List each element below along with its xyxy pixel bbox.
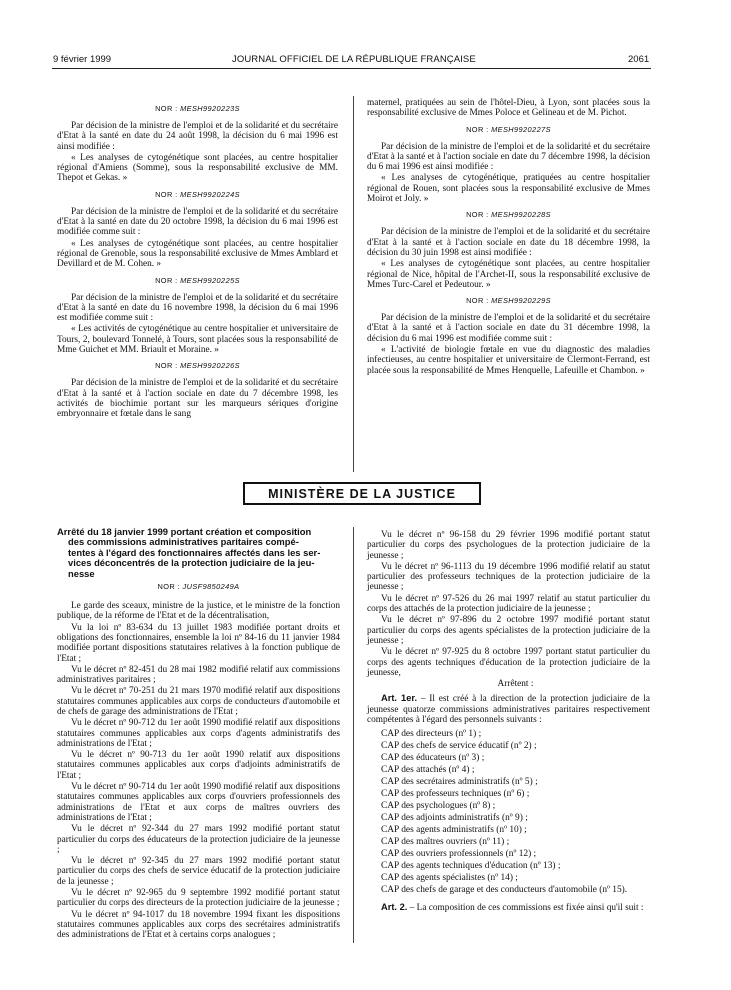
cap-item: CAP des adjoints administratifs (nº 9) ; xyxy=(381,813,528,824)
decision-paragraph: Par décision de la ministre de l'emploi et de la solidarité et du secrétaire d'Etat à la santé et à l'action sociale en date du 7 décembre 1998, la décision du 6 mai 1996 est ainsi modifiée : xyxy=(367,141,650,173)
visa-paragraph: Vu le décret nº 97-896 du 2 octobre 1997 modifié portant statut particulier du corps des agents spécialistes de la protection judiciaire de la jeunesse ; xyxy=(367,615,650,646)
decision-quote: « Les analyses de cytogénétique, pratiquées au centre hospitalier régional de Rouen, sont placées sous la responsabilité exclusive de Mmes Moirot et Joly. » xyxy=(367,173,650,205)
nor-label: NOR : xyxy=(155,361,178,371)
decision-quote: « L'activité de biologie fœtale en vue du diagnostic des maladies infectieuses, au centre hospitalier et universitaire de Clermont-Ferrand, est placée sous la responsabilité de Mmes Henquelle, Lafeuille et Chambon. » xyxy=(367,345,650,376)
cap-item: CAP des agents spécialistes (nº 14) ; xyxy=(381,873,518,884)
left-column-bottom xyxy=(57,527,340,942)
decision-quote: « Les analyses de cytogénétique sont placées, au centre hospitalier régional d'Amiens (Somme), sous la responsabilité exclusive de MM. Thepot et Gekas. » xyxy=(57,152,338,184)
nor-code: MESH9920223S xyxy=(180,104,240,113)
arrete-title-line: Arrêté du 18 janvier 1999 portant création et composition xyxy=(57,526,312,537)
visa-paragraph: Vu le décret nº 70-251 du 21 mars 1970 modifié relatif aux dispositions statutaires communes applicables aux corps de conducteurs d'automobile et de chefs de garage des administrations de l'Etat ; xyxy=(57,686,340,717)
arrete-title-line: tentes à l'égard des fonctionnaires affectés dans les ser- xyxy=(68,546,321,558)
header-journal-title: JOURNAL OFFICIEL DE LA RÉPUBLIQUE FRANÇAISE xyxy=(232,54,476,65)
decision-quote: « Les activités de cytogénétique au centre hospitalier et universitaire de Tours, 2, boulevard Tonnelé, à Tours, sont placées sous la responsabilité de Mme Guichet et MM. Briault et Moraine. » xyxy=(57,324,338,356)
visa-paragraph: Vu le décret nº 90-713 du 1er août 1990 relatif aux dispositions statutaires communes applicables aux corps d'adjoints administratifs de l'Etat ; xyxy=(57,750,340,781)
decision-paragraph: Par décision de la ministre de l'emploi et de la solidarité et du secrétaire d'Etat à la santé et à l'action sociale en date du 31 décembre 1998, la décision du 6 mai 1996 est modifiée comme suit : xyxy=(367,313,650,344)
visa-paragraph: Vu le décret nº 94-1017 du 18 novembre 1994 fixant les dispositions statutaires communes applicables aux corps des secrétaires administratifs des administrations de l'Etat et à certains corps analogues ; xyxy=(57,909,340,941)
cap-item: CAP des directeurs (nº 1) ; xyxy=(381,729,482,740)
article-1 xyxy=(367,693,650,725)
decision-paragraph: Par décision de la ministre de l'emploi et de la solidarité et du secrétaire d'Etat à la santé en date du 20 octobre 1998, la décision du 6 mai 1996 est modifiée comme suit : xyxy=(57,206,338,238)
header-rule xyxy=(52,68,651,69)
decision-quote: « Les analyses de cytogénétique sont placées, au centre hospitalier régional de Grenoble, sous la responsabilité exclusive de Mmes Amblard et Devillard et de M. Cohen. » xyxy=(57,238,338,270)
left-column-top xyxy=(57,98,338,424)
nor-line xyxy=(57,582,340,592)
cap-item: CAP des chefs de service éducatif (nº 2) ; xyxy=(381,741,537,752)
nor-code: JUSF9850249A xyxy=(182,582,240,592)
visa-paragraph: Vu le décret nº 97-925 du 8 octobre 1997 portant statut particulier du corps des agents techniques d'éducation de la protection judiciaire de la jeunesse, xyxy=(367,647,650,678)
decision-paragraph: Par décision de la ministre de l'emploi et de la solidarité et du secrétaire d'Etat à la santé en date du 24 août 1998, la décision du 6 mai 1996 est ainsi modifiée : xyxy=(57,121,338,152)
visa-paragraph: Vu le décret nº 90-712 du 1er août 1990 modifié relatif aux dispositions statutaires communes applicables aux corps d'agents administratifs des administrations de l'Etat ; xyxy=(57,718,340,749)
decision-paragraph: Par décision de la ministre de l'emploi et de la solidarité et du secrétaire d'Etat à la santé et à l'action sociale en date du 7 décembre 1998, les activités de biochimie portant sur les marqueurs sériques d'origine embryonnaire et fœtale dans le sang xyxy=(57,378,338,420)
nor-label: NOR : xyxy=(466,210,489,220)
cap-item: CAP des chefs de garage et des conducteurs d'automobile (nº 15). xyxy=(381,885,628,896)
cap-list xyxy=(381,728,650,896)
right-column-top xyxy=(367,98,650,380)
nor-label: NOR : xyxy=(155,104,178,113)
cap-item: CAP des psychologues (nº 8) ; xyxy=(381,801,496,812)
right-column-bottom xyxy=(367,530,650,915)
arretent-label: Arrêtent : xyxy=(497,679,534,690)
arrete-title-line: vices déconcentrés de la protection judiciaire de la jeu- xyxy=(68,557,315,569)
visa-paragraph: Vu le décret nº 92-345 du 27 mars 1992 modifié portant statut particulier du corps des chefs de service éducatif de la protection judiciaire de la jeunesse ; xyxy=(57,856,340,887)
cap-item: CAP des professeurs techniques (nº 6) ; xyxy=(381,789,530,800)
nor-code: MESH9920224S xyxy=(180,189,240,199)
nor-code: MESH9920225S xyxy=(180,275,240,285)
article-2-lead: Art. 2. xyxy=(381,902,408,913)
nor-label: NOR : xyxy=(466,124,489,134)
ministry-heading-box xyxy=(243,482,481,505)
arrete-title-line: nesse xyxy=(68,567,95,579)
cap-item: CAP des maîtres ouvriers (nº 11) ; xyxy=(381,837,510,848)
nor-code: MESH9920226S xyxy=(180,361,240,371)
nor-label: NOR : xyxy=(155,275,178,285)
arrete-title xyxy=(57,527,340,579)
visa-paragraph: Vu le décret nº 97-526 du 26 mai 1997 relatif au statut particulier du corps des attachés de la protection judiciaire de la jeunesse ; xyxy=(367,593,650,615)
nor-line xyxy=(367,210,650,220)
visa-paragraph: Vu le décret nº 92-965 du 9 septembre 1992 modifié portant statut particulier du corps des directeurs de la protection judiciaire de la jeunesse ; xyxy=(57,888,340,909)
nor-code: MESH9920229S xyxy=(491,296,551,306)
cap-item: CAP des secrétaires administratifs (nº 5) ; xyxy=(381,777,538,788)
nor-label: NOR : xyxy=(155,189,178,199)
decision-paragraph: Par décision de la ministre de l'emploi et de la solidarité et du secrétaire d'Etat à la santé et à l'action sociale en date du 18 décembre 1998, la décision du 30 juin 1998 est ainsi modifiée : xyxy=(367,227,650,258)
visa-paragraph: Vu la loi nº 83-634 du 13 juillet 1983 modifiée portant droits et obligations des fonctionnaires, ensemble la loi nº 84-16 du 11 janvier 1984 modifiée portant dispositions statutaires relatives à la fonction publique de l'Etat ; xyxy=(57,622,340,664)
article-1-text: – Il est créé à la direction de la protection judiciaire de la jeunesse quatorze commissions administratives paritaires respectivement compétentes à l'égard des personnels suivants : xyxy=(367,694,650,726)
nor-code: MESH9920228S xyxy=(491,210,551,220)
nor-code: MESH9920227S xyxy=(491,124,551,134)
nor-line xyxy=(57,190,338,200)
cap-item: CAP des agents administratifs (nº 10) ; xyxy=(381,825,527,836)
header-date: 9 février 1999 xyxy=(53,54,112,65)
cap-item: CAP des éducateurs (nº 3) ; xyxy=(381,753,485,764)
visa-paragraph: Vu le décret nº 96-1113 du 19 décembre 1996 modifié relatif au statut particulier des professeurs techniques de la protection judiciaire de la jeunesse ; xyxy=(367,561,650,593)
nor-line xyxy=(367,125,650,135)
visa-paragraph: Le garde des sceaux, ministre de la justice, et le ministre de la fonction publique, de la réforme de l'Etat et de la décentralisation, xyxy=(57,601,340,622)
decision-paragraph: Par décision de la ministre de l'emploi et de la solidarité et du secrétaire d'Etat à la santé en date du 16 novembre 1998, la décision du 6 mai 1996 est modifiée comme suit : xyxy=(57,292,338,324)
visa-paragraph: Vu le décret nº 90-714 du 1er août 1990 modifié relatif aux dispositions statutaires communes applicables aux corps d'ouvriers professionnels des administrations de l'Etat et aux corps de maîtres ouvriers des administrations de l'Etat ; xyxy=(57,782,340,823)
article-2-text: – La composition de ces commissions est fixée ainsi qu'il suit : xyxy=(407,903,644,914)
article-1-lead: Art. 1er. xyxy=(381,693,418,704)
ministry-heading: MINISTÈRE DE LA JUSTICE xyxy=(268,486,456,501)
nor-line xyxy=(57,276,338,286)
nor-line xyxy=(367,296,650,306)
decision-quote: « Les analyses de cytogénétique sont placées, au centre hospitalier régional de Nice, hôpital de l'Archet-II, sous la responsabilité exclusive de Mmes Turc-Carel et Pedeutour. » xyxy=(367,259,650,290)
visa-paragraph: Vu le décret nº 92-344 du 27 mars 1992 modifié portant statut particulier du corps des éducateurs de la protection judiciaire de la jeunesse ; xyxy=(57,824,340,855)
arrete-title-line: des commissions administratives paritaires compé- xyxy=(68,536,299,548)
nor-label: NOR : xyxy=(157,582,181,592)
cap-item: CAP des attachés (nº 4) ; xyxy=(381,765,475,776)
column-divider-top xyxy=(353,96,354,472)
visa-paragraph: Vu le décret nº 96-158 du 29 février 1996 modifié portant statut particulier du corps des psychologues de la protection judiciaire de la jeunesse ; xyxy=(367,530,650,561)
column-divider-bottom xyxy=(353,527,354,943)
visa-paragraph: Vu le décret nº 82-451 du 28 mai 1982 modifié relatif aux commissions administratives paritaires ; xyxy=(57,664,340,686)
cap-item: CAP des ouvriers professionnels (nº 12) ; xyxy=(381,849,537,860)
article-2 xyxy=(367,902,650,913)
continuation-paragraph: maternel, pratiquées au sein de l'hôtel-Dieu, à Lyon, sont placées sous la responsabilité exclusive de Mmes Poloce et Gelineau et de M. Pichot. xyxy=(367,98,650,119)
nor-line xyxy=(57,104,338,114)
cap-item: CAP des agents techniques d'éducation (nº 13) ; xyxy=(381,861,561,872)
nor-line xyxy=(57,361,338,371)
nor-label: NOR : xyxy=(466,296,489,306)
header-page-number: 2061 xyxy=(628,54,650,65)
